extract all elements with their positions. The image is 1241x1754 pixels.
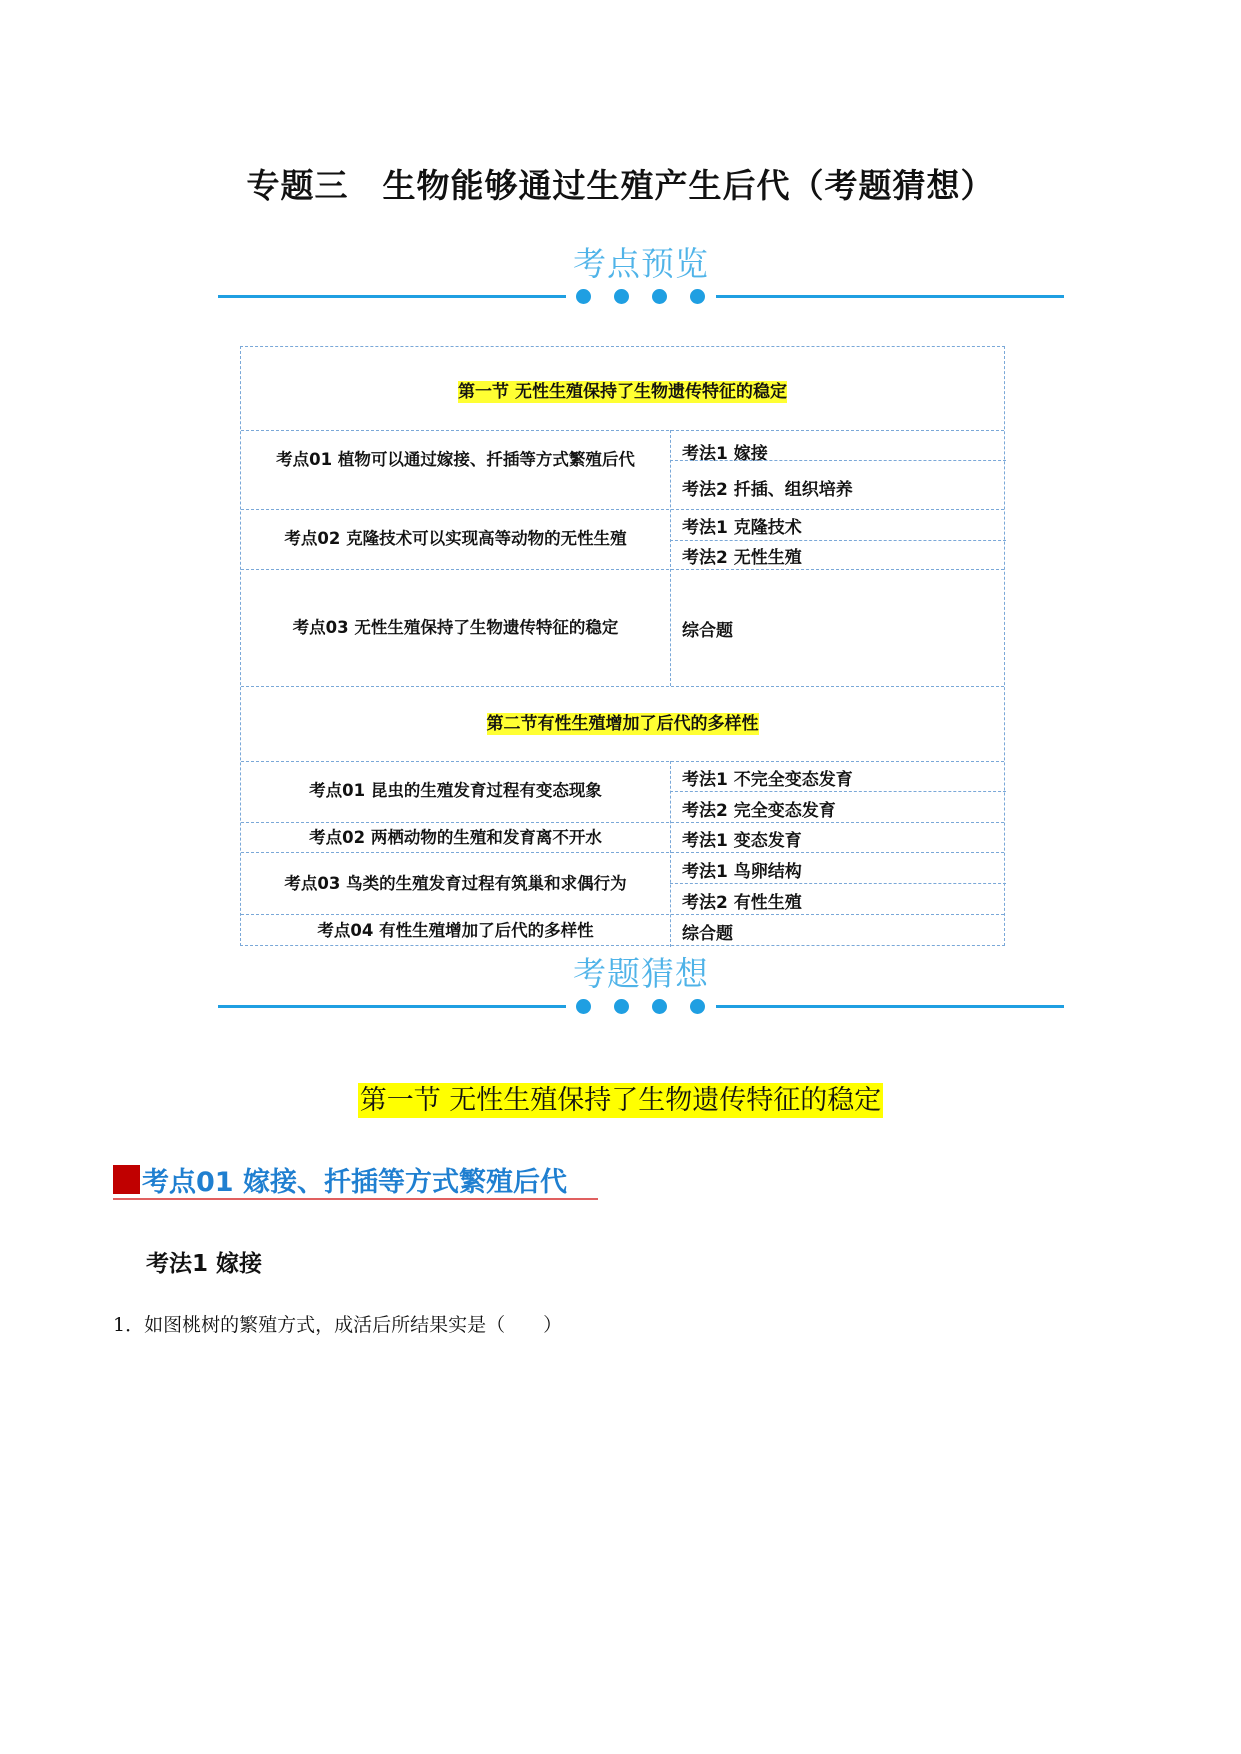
banner-line-left xyxy=(218,1005,566,1008)
divider xyxy=(241,852,1004,853)
divider xyxy=(241,914,1004,915)
banner-line-right xyxy=(716,295,1064,298)
overview-kf-text: 综合题 xyxy=(682,924,733,944)
overview-section2-label: 第二节有性生殖增加了后代的多样性 xyxy=(486,714,759,734)
banner-dot xyxy=(652,289,667,304)
banner-dot xyxy=(614,999,629,1014)
banner-dot xyxy=(614,289,629,304)
overview-kd-text: 考点02 克隆技术可以实现高等动物的无性生殖 xyxy=(284,529,627,548)
divider xyxy=(241,430,1004,431)
kaofa-heading: 考法1 嫁接 xyxy=(146,1251,263,1277)
heading-underline xyxy=(113,1198,598,1200)
overview-kf-text: 考法2 扦插、组织培养 xyxy=(682,480,853,500)
section-heading: 第一节 无性生殖保持了生物遗传特征的稳定 xyxy=(359,1085,882,1116)
overview-section1-label: 第一节 无性生殖保持了生物遗传特征的稳定 xyxy=(458,382,787,402)
banner-line-left xyxy=(218,295,566,298)
banner-dot xyxy=(576,289,591,304)
overview-kd-text: 考点04 有性生殖增加了后代的多样性 xyxy=(317,921,594,940)
banner-dot xyxy=(652,999,667,1014)
overview-kf-text: 考法2 完全变态发育 xyxy=(682,801,836,821)
overview-kf-text: 考法1 克隆技术 xyxy=(682,518,802,538)
divider xyxy=(241,686,1004,687)
divider xyxy=(670,791,1006,792)
divider xyxy=(241,509,1004,510)
overview-table xyxy=(240,346,1005,946)
overview-kd-text: 考点01 植物可以通过嫁接、扦插等方式繁殖后代 xyxy=(276,450,635,469)
overview-kf-text: 考法2 有性生殖 xyxy=(682,893,802,913)
overview-kd-text: 考点01 昆虫的生殖发育过程有变态现象 xyxy=(309,781,602,800)
divider xyxy=(241,822,1004,823)
overview-kf-text: 考法1 鸟卵结构 xyxy=(682,862,802,882)
question-1: 1．如图桃树的繁殖方式，成活后所结果实是（ ） xyxy=(113,1314,563,1336)
banner-dot xyxy=(690,289,705,304)
banner-dot xyxy=(576,999,591,1014)
guess-banner-title: 考题猜想 xyxy=(573,954,709,993)
banner-line-right xyxy=(716,1005,1064,1008)
guess-banner xyxy=(218,948,1064,1018)
overview-kf-text: 考法1 嫁接 xyxy=(682,444,768,464)
divider xyxy=(670,430,671,686)
overview-kd-text: 考点03 无性生殖保持了生物遗传特征的稳定 xyxy=(292,618,619,637)
divider xyxy=(241,761,1004,762)
overview-kf-text: 考法1 变态发育 xyxy=(682,831,802,851)
divider xyxy=(670,761,671,947)
overview-kf-text: 综合题 xyxy=(682,621,733,641)
page-title: 专题三 生物能够通过生殖产生后代（考题猜想） xyxy=(246,166,995,205)
banner-dot xyxy=(690,999,705,1014)
divider xyxy=(241,569,1004,570)
overview-kd-text: 考点02 两栖动物的生殖和发育离不开水 xyxy=(309,828,602,847)
divider xyxy=(670,460,1006,461)
preview-banner xyxy=(218,238,1064,308)
overview-kf-text: 考法2 无性生殖 xyxy=(682,548,802,568)
preview-banner-title: 考点预览 xyxy=(573,244,709,283)
divider xyxy=(670,540,1006,541)
red-marker-icon xyxy=(113,1165,140,1194)
overview-kf-text: 考法1 不完全变态发育 xyxy=(682,770,853,790)
kaodian-heading xyxy=(113,1160,598,1200)
overview-kd-text: 考点03 鸟类的生殖发育过程有筑巢和求偶行为 xyxy=(284,874,627,893)
kaodian-heading-text: 考点01 嫁接、扦插等方式繁殖后代 xyxy=(142,1167,567,1198)
divider xyxy=(670,883,1006,884)
